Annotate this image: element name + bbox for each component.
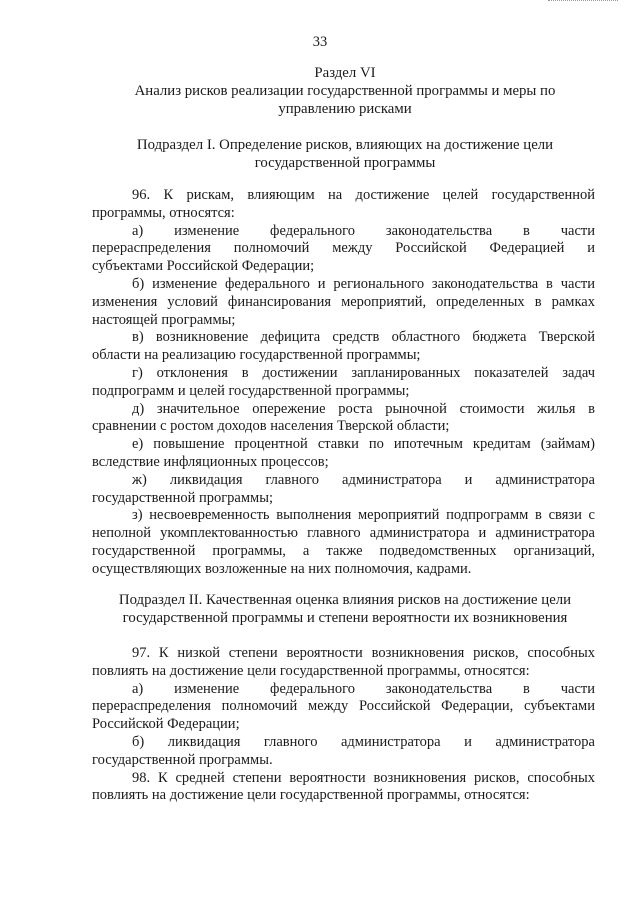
text-line: д) значительное опережение роста рыночной стоимости жилья в bbox=[132, 400, 595, 417]
text-line: з) несвоевременность выполнения мероприятий подпрограмм в связи с bbox=[132, 507, 595, 524]
text-line: 97. К низкой степени вероятности возникновения рисков, способных bbox=[132, 645, 595, 661]
text-line: государственной программы. bbox=[92, 751, 273, 768]
text-line: перераспределения полномочий между Российской Федерацией и bbox=[92, 240, 595, 257]
text-line: б) изменение федерального и регионального законодательства в части bbox=[132, 275, 595, 292]
paragraphs-97-98 bbox=[92, 645, 595, 805]
subsection-2-heading-line-1: Подраздел II. Качественная оценка влияния рисков на достижение цели bbox=[118, 592, 572, 608]
text-line: 96. К рискам, влияющим на достижение целей государственной bbox=[132, 187, 595, 203]
text-line: повлиять на достижение цели государственной программы, относятся: bbox=[92, 662, 530, 679]
text-line: области на реализацию государственной программы; bbox=[92, 347, 421, 364]
section-heading-line-1: Анализ рисков реализации государственной программы и меры по bbox=[134, 83, 556, 99]
text-line: подпрограмм и целей государственной программы; bbox=[92, 382, 410, 399]
text-line: неполной укомплектованностью главного администратора и администратора bbox=[92, 525, 595, 542]
text-line: ж) ликвидация главного администратора и администратора bbox=[132, 471, 595, 488]
text-line: государственной программы; bbox=[92, 489, 273, 506]
text-line: а) изменение федерального законодательства в части bbox=[132, 680, 595, 697]
subsection-2-heading-line-2: государственной программы и степени вероятности их возникновения bbox=[122, 610, 568, 626]
section-heading-line-2: управлению рисками bbox=[278, 101, 412, 117]
subsection-1-heading-line-2: государственной программы bbox=[254, 155, 436, 171]
text-line: программы, относятся: bbox=[92, 204, 235, 221]
text-line: Российской Федерации; bbox=[92, 716, 240, 733]
text-line: настоящей программы; bbox=[92, 311, 236, 328]
text-line: изменения условий финансирования мероприятий, определенных в рамках bbox=[92, 293, 595, 310]
paragraph-96 bbox=[92, 187, 595, 579]
text-line: г) отклонения в достижении запланированных показателей задач bbox=[132, 364, 595, 381]
section-title: Раздел VI bbox=[314, 65, 376, 81]
text-line: государственной программы, а также подведомственных организаций, bbox=[92, 542, 595, 559]
subsection-1-heading-line-1: Подраздел I. Определение рисков, влияющих на достижение цели bbox=[136, 137, 554, 153]
text-line: субъектами Российской Федерации; bbox=[92, 258, 315, 275]
page-number: 33 bbox=[312, 34, 328, 50]
text-line: осуществляющих возложенные на них полномочия, кадрами. bbox=[92, 560, 472, 577]
text-line: повлиять на достижение цели государственной программы, относятся: bbox=[92, 787, 530, 804]
text-line: сравнении с ростом доходов населения Тверской области; bbox=[92, 418, 450, 435]
text-line: вследствие инфляционных процессов; bbox=[92, 453, 329, 470]
text-line: а) изменение федерального законодательства в части bbox=[132, 222, 595, 239]
text-line: перераспределения полномочий между Российской Федерации, субъектами bbox=[92, 698, 595, 715]
text-line: 98. К средней степени вероятности возникновения рисков, способных bbox=[132, 769, 595, 786]
text-line: е) повышение процентной ставки по ипотечным кредитам (займам) bbox=[132, 436, 595, 453]
text-line: б) ликвидация главного администратора и администратора bbox=[132, 733, 595, 750]
corner-mark bbox=[548, 0, 618, 3]
text-line: в) возникновение дефицита средств областного бюджета Тверской bbox=[132, 329, 595, 346]
